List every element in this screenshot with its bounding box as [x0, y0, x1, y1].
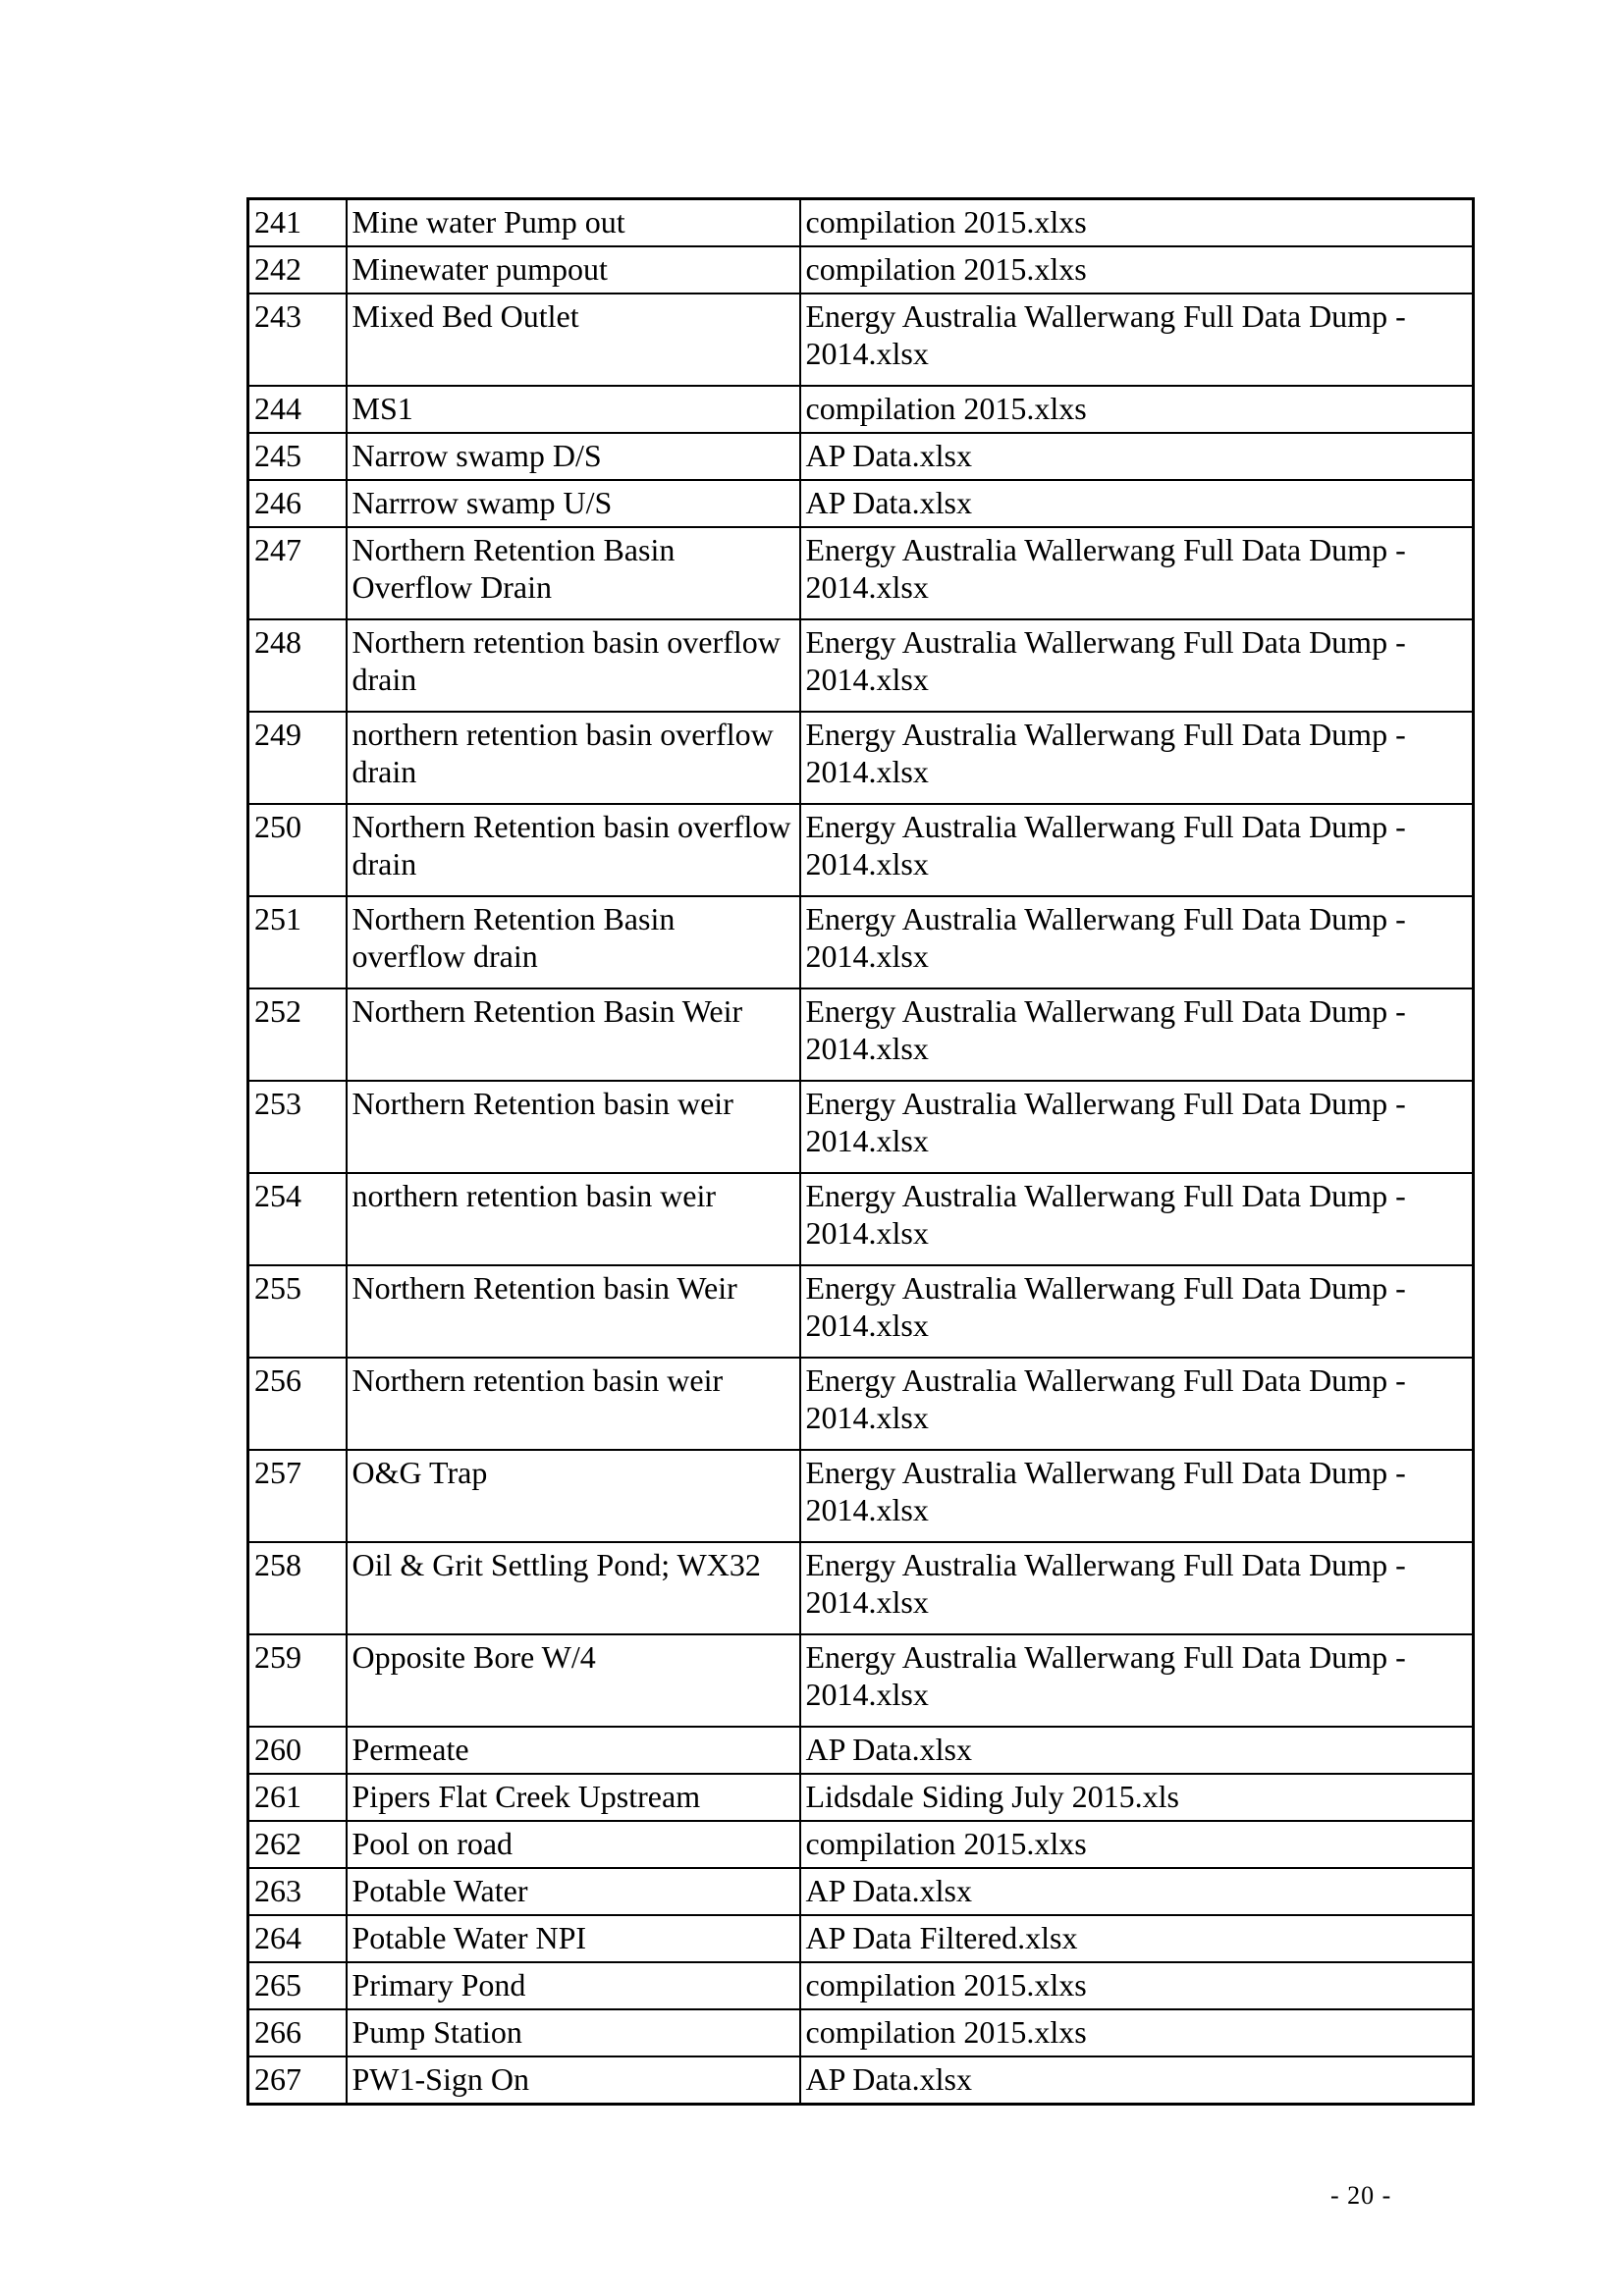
source-file: Energy Australia Wallerwang Full Data Dump - 2014.xlsx: [800, 896, 1474, 988]
row-number: 247: [248, 527, 347, 619]
location-name: Primary Pond: [347, 1962, 800, 2009]
location-name: Northern Retention Basin overflow drain: [347, 896, 800, 988]
location-name: Opposite Bore W/4: [347, 1634, 800, 1727]
table-row: [248, 1173, 1474, 1265]
location-name: Minewater pumpout: [347, 246, 800, 294]
location-name: Pipers Flat Creek Upstream: [347, 1774, 800, 1821]
row-number: 246: [248, 480, 347, 527]
source-file: AP Data.xlsx: [800, 480, 1474, 527]
location-name: Pump Station: [347, 2009, 800, 2056]
table-row: [248, 896, 1474, 988]
location-name: Northern Retention basin weir: [347, 1081, 800, 1173]
source-file: compilation 2015.xlxs: [800, 386, 1474, 433]
table-row: [248, 1962, 1474, 2009]
source-file: Energy Australia Wallerwang Full Data Dump - 2014.xlsx: [800, 988, 1474, 1081]
table-row: [248, 804, 1474, 896]
table-row: [248, 619, 1474, 712]
source-file: AP Data.xlsx: [800, 1727, 1474, 1774]
location-name: Northern retention basin weir: [347, 1358, 800, 1450]
row-number: 254: [248, 1173, 347, 1265]
row-number: 256: [248, 1358, 347, 1450]
row-number: 249: [248, 712, 347, 804]
source-file: compilation 2015.xlxs: [800, 199, 1474, 247]
source-file: compilation 2015.xlxs: [800, 1962, 1474, 2009]
location-name: Mine water Pump out: [347, 199, 800, 247]
row-number: 266: [248, 2009, 347, 2056]
sampling-locations-table: [246, 197, 1475, 2106]
location-name: O&G Trap: [347, 1450, 800, 1542]
table-row: [248, 1450, 1474, 1542]
row-number: 251: [248, 896, 347, 988]
source-file: AP Data.xlsx: [800, 2056, 1474, 2105]
row-number: 260: [248, 1727, 347, 1774]
source-file: Energy Australia Wallerwang Full Data Dump - 2014.xlsx: [800, 804, 1474, 896]
location-name: Potable Water NPI: [347, 1915, 800, 1962]
source-file: Energy Australia Wallerwang Full Data Dump - 2014.xlsx: [800, 1265, 1474, 1358]
table-row: [248, 712, 1474, 804]
table-row: [248, 1542, 1474, 1634]
row-number: 244: [248, 386, 347, 433]
table-row: [248, 480, 1474, 527]
row-number: 253: [248, 1081, 347, 1173]
row-number: 263: [248, 1868, 347, 1915]
location-name: northern retention basin weir: [347, 1173, 800, 1265]
source-file: Energy Australia Wallerwang Full Data Dump - 2014.xlsx: [800, 1358, 1474, 1450]
table-row: [248, 1358, 1474, 1450]
row-number: 261: [248, 1774, 347, 1821]
source-file: Energy Australia Wallerwang Full Data Dump - 2014.xlsx: [800, 1081, 1474, 1173]
source-file: Energy Australia Wallerwang Full Data Dump - 2014.xlsx: [800, 712, 1474, 804]
source-file: Energy Australia Wallerwang Full Data Dump - 2014.xlsx: [800, 1173, 1474, 1265]
row-number: 265: [248, 1962, 347, 2009]
table-row: [248, 1821, 1474, 1868]
row-number: 242: [248, 246, 347, 294]
row-number: 257: [248, 1450, 347, 1542]
row-number: 241: [248, 199, 347, 247]
table-row: [248, 433, 1474, 480]
source-file: compilation 2015.xlxs: [800, 1821, 1474, 1868]
source-file: AP Data.xlsx: [800, 1868, 1474, 1915]
table-row: [248, 199, 1474, 247]
location-name: Potable Water: [347, 1868, 800, 1915]
table-row: [248, 1774, 1474, 1821]
table-row: [248, 246, 1474, 294]
source-file: Energy Australia Wallerwang Full Data Dump - 2014.xlsx: [800, 619, 1474, 712]
source-file: Energy Australia Wallerwang Full Data Dump - 2014.xlsx: [800, 1634, 1474, 1727]
row-number: 258: [248, 1542, 347, 1634]
row-number: 252: [248, 988, 347, 1081]
location-name: Northern Retention basin overflow drain: [347, 804, 800, 896]
source-file: compilation 2015.xlxs: [800, 2009, 1474, 2056]
table-row: [248, 988, 1474, 1081]
row-number: 250: [248, 804, 347, 896]
location-name: MS1: [347, 386, 800, 433]
table-row: [248, 294, 1474, 386]
location-name: PW1-Sign On: [347, 2056, 800, 2105]
row-number: 248: [248, 619, 347, 712]
location-name: Northern Retention Basin Weir: [347, 988, 800, 1081]
location-name: Northern retention basin overflow drain: [347, 619, 800, 712]
location-name: Northern Retention basin Weir: [347, 1265, 800, 1358]
source-file: AP Data.xlsx: [800, 433, 1474, 480]
table-row: [248, 2009, 1474, 2056]
row-number: 267: [248, 2056, 347, 2105]
location-name: Narrrow swamp U/S: [347, 480, 800, 527]
table-row: [248, 1915, 1474, 1962]
row-number: 255: [248, 1265, 347, 1358]
row-number: 264: [248, 1915, 347, 1962]
table-row: [248, 1265, 1474, 1358]
location-name: Narrow swamp D/S: [347, 433, 800, 480]
source-file: Energy Australia Wallerwang Full Data Dump - 2014.xlsx: [800, 1542, 1474, 1634]
source-file: Energy Australia Wallerwang Full Data Dump - 2014.xlsx: [800, 1450, 1474, 1542]
location-name: Oil & Grit Settling Pond; WX32: [347, 1542, 800, 1634]
source-file: AP Data Filtered.xlsx: [800, 1915, 1474, 1962]
source-file: Lidsdale Siding July 2015.xls: [800, 1774, 1474, 1821]
source-file: Energy Australia Wallerwang Full Data Dump - 2014.xlsx: [800, 294, 1474, 386]
table-row: [248, 1081, 1474, 1173]
table-row: [248, 386, 1474, 433]
row-number: 245: [248, 433, 347, 480]
page-number: - 20 -: [1330, 2181, 1392, 2210]
source-file: Energy Australia Wallerwang Full Data Dump - 2014.xlsx: [800, 527, 1474, 619]
location-name: Northern Retention Basin Overflow Drain: [347, 527, 800, 619]
table-row: [248, 527, 1474, 619]
row-number: 262: [248, 1821, 347, 1868]
location-name: Permeate: [347, 1727, 800, 1774]
location-name: Pool on road: [347, 1821, 800, 1868]
row-number: 259: [248, 1634, 347, 1727]
location-name: northern retention basin overflow drain: [347, 712, 800, 804]
table-row: [248, 1868, 1474, 1915]
table-row: [248, 1634, 1474, 1727]
row-number: 243: [248, 294, 347, 386]
source-file: compilation 2015.xlxs: [800, 246, 1474, 294]
table-row: [248, 1727, 1474, 1774]
location-name: Mixed Bed Outlet: [347, 294, 800, 386]
table-row: [248, 2056, 1474, 2105]
